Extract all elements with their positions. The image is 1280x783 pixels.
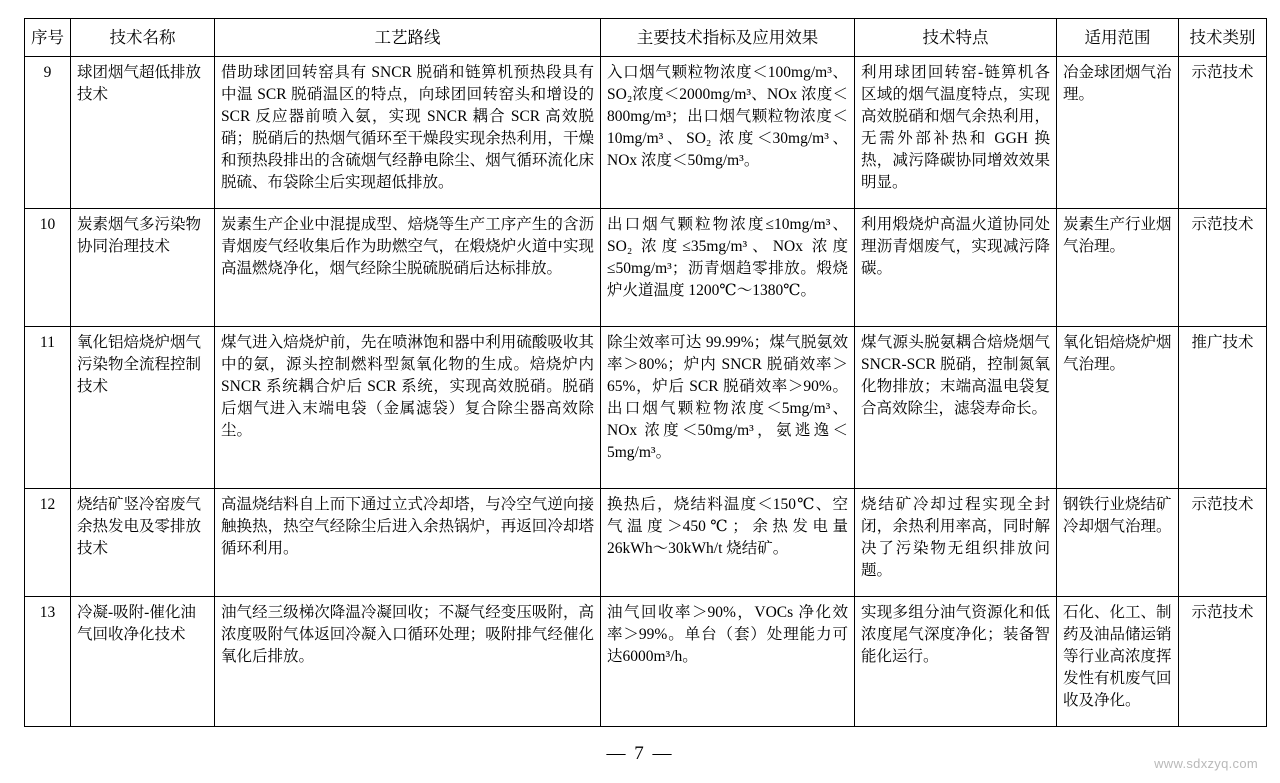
cell-scope: 石化、化工、制药及油品储运销等行业高浓度挥发性有机废气回收及净化。 — [1057, 597, 1179, 727]
cell-type: 示范技术 — [1179, 489, 1267, 597]
cell-scope: 冶金球团烟气治理。 — [1057, 57, 1179, 209]
cell-scope: 氧化铝焙烧炉烟气治理。 — [1057, 327, 1179, 489]
table-row — [25, 597, 1267, 727]
cell-feature: 烧结矿冷却过程实现全封闭，余热利用率高，同时解决了污染物无组织排放问题。 — [855, 489, 1057, 597]
column-header-feature: 技术特点 — [855, 19, 1057, 57]
cell-type: 示范技术 — [1179, 57, 1267, 209]
cell-index: 换热后，烧结料温度＜150℃、空气温度＞450℃；余热发电量26kWh～30kWh/t 烧结矿。 — [601, 489, 855, 597]
table-row — [25, 57, 1267, 209]
cell-no: 9 — [25, 57, 71, 209]
cell-type: 推广技术 — [1179, 327, 1267, 489]
cell-route: 油气经三级梯次降温冷凝回收；不凝气经变压吸附，高浓度吸附气体返回冷凝入口循环处理；吸附排气经催化氧化后排放。 — [215, 597, 601, 727]
column-header-index: 主要技术指标及应用效果 — [601, 19, 855, 57]
column-header-name: 技术名称 — [71, 19, 215, 57]
cell-no: 10 — [25, 209, 71, 327]
page-number: — 7 — — [606, 743, 674, 764]
cell-feature: 煤气源头脱氨耦合焙烧烟气 SNCR-SCR 脱硝，控制氮氧化物排放；末端高温电袋复合高效除尘，滤袋寿命长。 — [855, 327, 1057, 489]
cell-type: 示范技术 — [1179, 209, 1267, 327]
watermark-text: www.sdxzyq.com — [1154, 756, 1258, 771]
column-header-no: 序号 — [25, 19, 71, 57]
cell-name: 冷凝-吸附-催化油气回收净化技术 — [71, 597, 215, 727]
table-row — [25, 489, 1267, 597]
cell-type: 示范技术 — [1179, 597, 1267, 727]
cell-index: 入口烟气颗粒物浓度＜100mg/m³、SO₂浓度＜2000mg/m³、NOx 浓度＜800mg/m³；出口烟气颗粒物浓度＜10mg/m³、SO₂ 浓度＜30mg/m³、NOx 浓度＜50mg/m³。 — [601, 57, 855, 209]
cell-no: 13 — [25, 597, 71, 727]
cell-no: 12 — [25, 489, 71, 597]
technology-catalog-table — [24, 18, 1267, 727]
cell-scope: 钢铁行业烧结矿冷却烟气治理。 — [1057, 489, 1179, 597]
cell-feature: 利用煅烧炉高温火道协同处理沥青烟废气，实现减污降碳。 — [855, 209, 1057, 327]
cell-route: 煤气进入焙烧炉前，先在喷淋饱和器中利用硫酸吸收其中的氨，源头控制燃料型氮氧化物的生成。焙烧炉内 SNCR 系统耦合炉后 SCR 系统，实现高效脱硝。脱硝后烟气进入末端电袋（金属滤袋）复合除尘器高效除尘。 — [215, 327, 601, 489]
cell-name: 氧化铝焙烧炉烟气污染物全流程控制技术 — [71, 327, 215, 489]
cell-index: 出口烟气颗粒物浓度≤10mg/m³、SO₂ 浓度≤35mg/m³、NOx 浓度≤50mg/m³；沥青烟趋零排放。煅烧炉火道温度 1200℃～1380℃。 — [601, 209, 855, 327]
cell-index: 除尘效率可达 99.99%；煤气脱氨效率＞80%；炉内 SNCR 脱硝效率＞65%，炉后 SCR 脱硝效率＞90%。出口烟气颗粒物浓度＜5mg/m³、NOx 浓度＜50mg/m³，氨逃逸＜5mg/m³。 — [601, 327, 855, 489]
column-header-route: 工艺路线 — [215, 19, 601, 57]
cell-no: 11 — [25, 327, 71, 489]
cell-feature: 利用球团回转窑-链箅机各区域的烟气温度特点，实现高效脱硝和烟气余热利用，无需外部补热和 GGH 换热，减污降碳协同增效效果明显。 — [855, 57, 1057, 209]
cell-route: 高温烧结料自上而下通过立式冷却塔，与冷空气逆向接触换热，热空气经除尘后进入余热锅炉，再返回冷却塔循环利用。 — [215, 489, 601, 597]
cell-name: 球团烟气超低排放技术 — [71, 57, 215, 209]
cell-index: 油气回收率＞90%，VOCs 净化效率＞99%。单台（套）处理能力可达6000m³/h。 — [601, 597, 855, 727]
cell-name: 烧结矿竖冷窑废气余热发电及零排放技术 — [71, 489, 215, 597]
column-header-scope: 适用范围 — [1057, 19, 1179, 57]
cell-route: 借助球团回转窑具有 SNCR 脱硝和链箅机预热段具有中温 SCR 脱硝温区的特点，向球团回转窑头和增设的 SCR 反应器前喷入氨，实现 SNCR 耦合 SCR 高效脱硝；脱硝后的热烟气循环至干燥段实现余热利用，干燥和预热段排出的含硫烟气经静电除尘、烟气循环流化床脱硫、布袋除尘后实现超低排放。 — [215, 57, 601, 209]
cell-scope: 炭素生产行业烟气治理。 — [1057, 209, 1179, 327]
cell-route: 炭素生产企业中混提成型、焙烧等生产工序产生的含沥青烟废气经收集后作为助燃空气，在煅烧炉火道中实现高温燃烧净化，烟气经除尘脱硫脱硝后达标排放。 — [215, 209, 601, 327]
cell-feature: 实现多组分油气资源化和低浓度尾气深度净化；装备智能化运行。 — [855, 597, 1057, 727]
column-header-type: 技术类别 — [1179, 19, 1267, 57]
table-row — [25, 209, 1267, 327]
table-header-row — [25, 19, 1267, 57]
cell-name: 炭素烟气多污染物协同治理技术 — [71, 209, 215, 327]
table-row — [25, 327, 1267, 489]
